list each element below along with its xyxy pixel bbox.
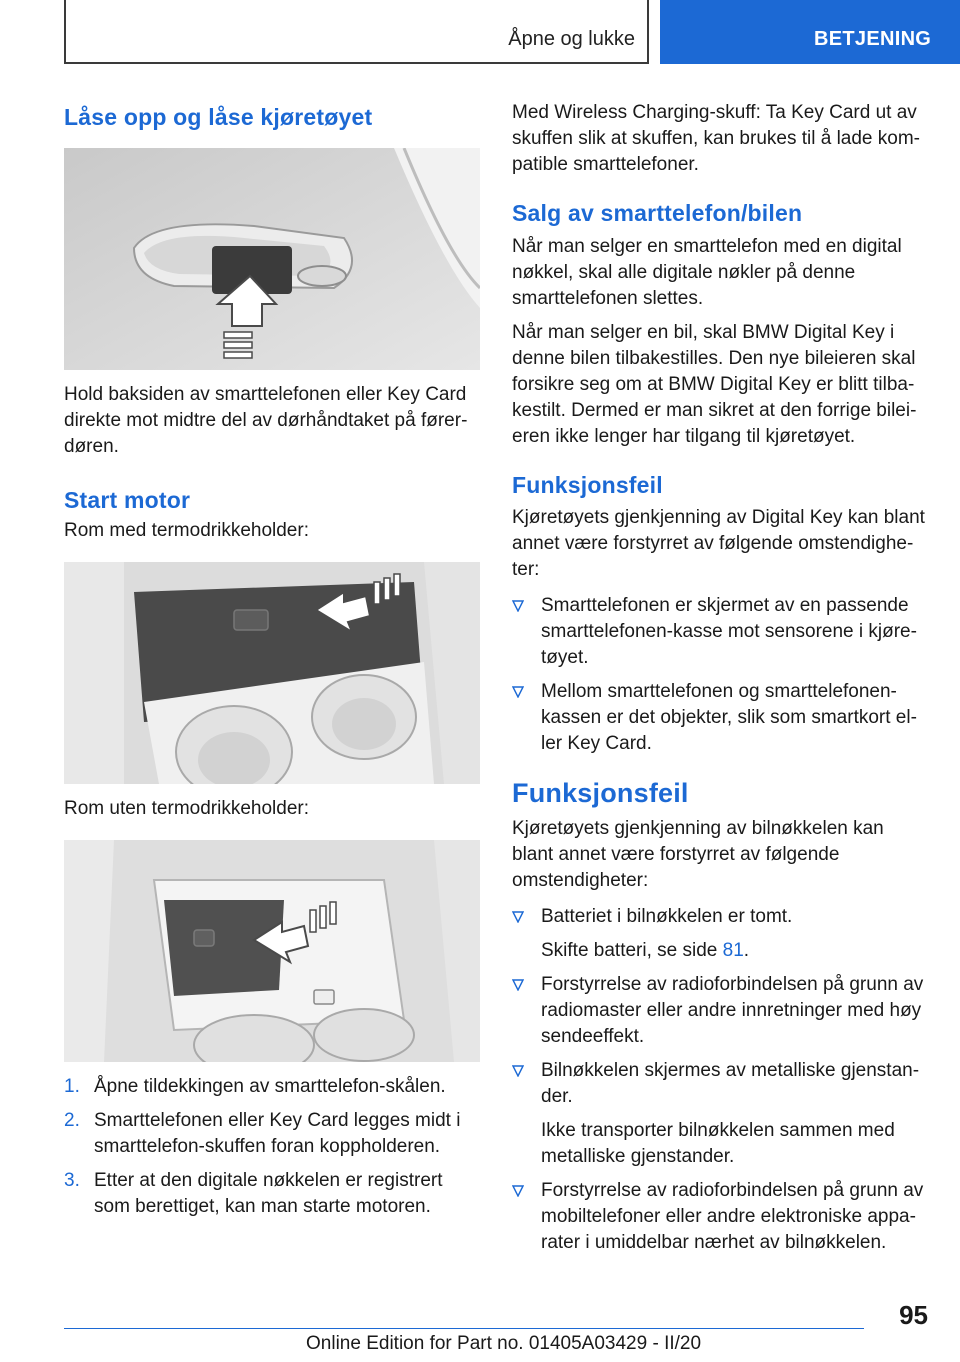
- heading-sale: Salg av smarttelefon/bilen: [512, 200, 803, 226]
- fault-digital-key-list: [512, 593, 930, 757]
- step-number: 3.: [64, 1170, 80, 1192]
- step-text: Smarttelefonen eller Key Card legges midt i smarttelefon-skuffen foran koppholderen.: [94, 1110, 461, 1158]
- start-steps-list: [64, 1074, 480, 1220]
- heading-fault-car-key: Funksjonsfeil: [512, 778, 689, 809]
- para-fault-car-key: Kjøretøyets gjenkjenning av bilnøkkelen kan blant annet være forstyrret av følgende omstendigheter:: [512, 817, 884, 891]
- bullet-text: Forstyrrelse av radioforbindelsen på grunn av mobiltelefoner eller andre elektroniske apparater i umiddelbar nærhet av bilnøkkelen.: [541, 1179, 924, 1253]
- list-item: [512, 1178, 930, 1256]
- bullet-text: Forstyrrelse av radioforbindelsen på grunn av radiomaster eller andre innretninger med høy sendeeffekt.: [541, 973, 924, 1047]
- tray-with-cupholder-illustration: [64, 562, 480, 784]
- heading-unlock-lock: Låse opp og låse kjøretøyet: [64, 104, 373, 130]
- right-column: [512, 100, 930, 1264]
- caption-without-cupholder: Rom uten termodrikkeholder:: [64, 798, 309, 820]
- bullet-text: Batteriet i bilnøkkelen er tomt.: [541, 905, 793, 927]
- caption-with-cupholder: Rom med termodrikkeholder:: [64, 520, 309, 542]
- left-column: [64, 100, 480, 1228]
- list-item: [512, 1058, 930, 1170]
- triangle-bullet-icon: [512, 1185, 524, 1197]
- header-chapter-tab[interactable]: [660, 0, 960, 64]
- heading-fault-digital-key: Funksjonsfeil: [512, 471, 663, 498]
- door-handle-illustration: [64, 148, 480, 370]
- list-item: [64, 1108, 480, 1160]
- para-sale-car: Når man selger en bil, skal BMW Digital Key i denne bilen tilbakestilles. Den nye bileieren skal forsikre seg om at BMW Digital Key er blitt tilbakestilt. Dermed er man sikret at den forrige bileieren ikke lenger har tilgang til kjøretøyet.: [512, 321, 917, 447]
- tray-without-cupholder-illustration: [64, 840, 480, 1062]
- list-item: [64, 1168, 480, 1220]
- triangle-bullet-icon: [512, 1065, 524, 1077]
- list-item: [512, 904, 930, 964]
- step-number: 2.: [64, 1110, 80, 1132]
- header-section-box: [64, 0, 649, 64]
- list-item: [512, 972, 930, 1050]
- step-text: Etter at den digitale nøkkelen er registrert som berettiget, kan man starte motoren.: [94, 1170, 443, 1218]
- step-text: Åpne tildekkingen av smarttelefon-skålen.: [94, 1076, 446, 1098]
- header-chapter-title: BETJENING: [814, 28, 932, 50]
- para-sale-phone: Når man selger en smarttelefon med en digital nøkkel, skal alle digitale nøkler på denne smarttelefonen slettes.: [512, 235, 902, 309]
- battery-note: Skifte batteri, se side 81.: [541, 939, 750, 961]
- heading-start-engine: Start motor: [64, 486, 191, 513]
- page-number: 95: [899, 1300, 928, 1330]
- para-fault-digital-key: Kjøretøyets gjenkjenning av Digital Key kan blant annet være forstyrret av følgende omstendigheter:: [512, 507, 925, 581]
- shield-note: Ikke transporter bilnøkkelen sammen med metalliske gjenstander.: [541, 1119, 895, 1167]
- page-link-81[interactable]: 81: [722, 939, 744, 961]
- bullet-text: Bilnøkkelen skjermes av metalliske gjenstander.: [541, 1059, 920, 1107]
- triangle-bullet-icon: [512, 979, 524, 991]
- list-item: [64, 1074, 480, 1100]
- step-number: 1.: [64, 1076, 80, 1098]
- triangle-bullet-icon: [512, 911, 524, 923]
- list-item: [512, 593, 930, 671]
- triangle-bullet-icon: [512, 686, 524, 698]
- list-item: [512, 679, 930, 757]
- para-wireless-charging: Med Wireless Charging-skuff: Ta Key Card ut av skuffen slik at skuffen, kan brukes til å lade kompatible smarttelefoner.: [512, 102, 920, 175]
- bullet-text: Smarttelefonen er skjermet av en passende smarttelefonen-kasse mot sensorene i kjøretøyet.: [541, 595, 917, 669]
- header-section-title: Åpne og lukke: [508, 28, 635, 50]
- footer-edition: Online Edition for Part no. 01405A03429 - II/20: [306, 1333, 702, 1354]
- bullet-text: Mellom smarttelefonen og smarttelefonen-kassen er det objekter, slik som smartkort eller Key Card.: [541, 681, 917, 755]
- triangle-bullet-icon: [512, 600, 524, 612]
- footer-divider: [64, 1328, 864, 1329]
- fault-car-key-list: [512, 904, 930, 1256]
- para-hold-phone: Hold baksiden av smarttelefonen eller Key Card direkte mot midtre del av dørhåndtaket på førerdøren.: [64, 383, 468, 457]
